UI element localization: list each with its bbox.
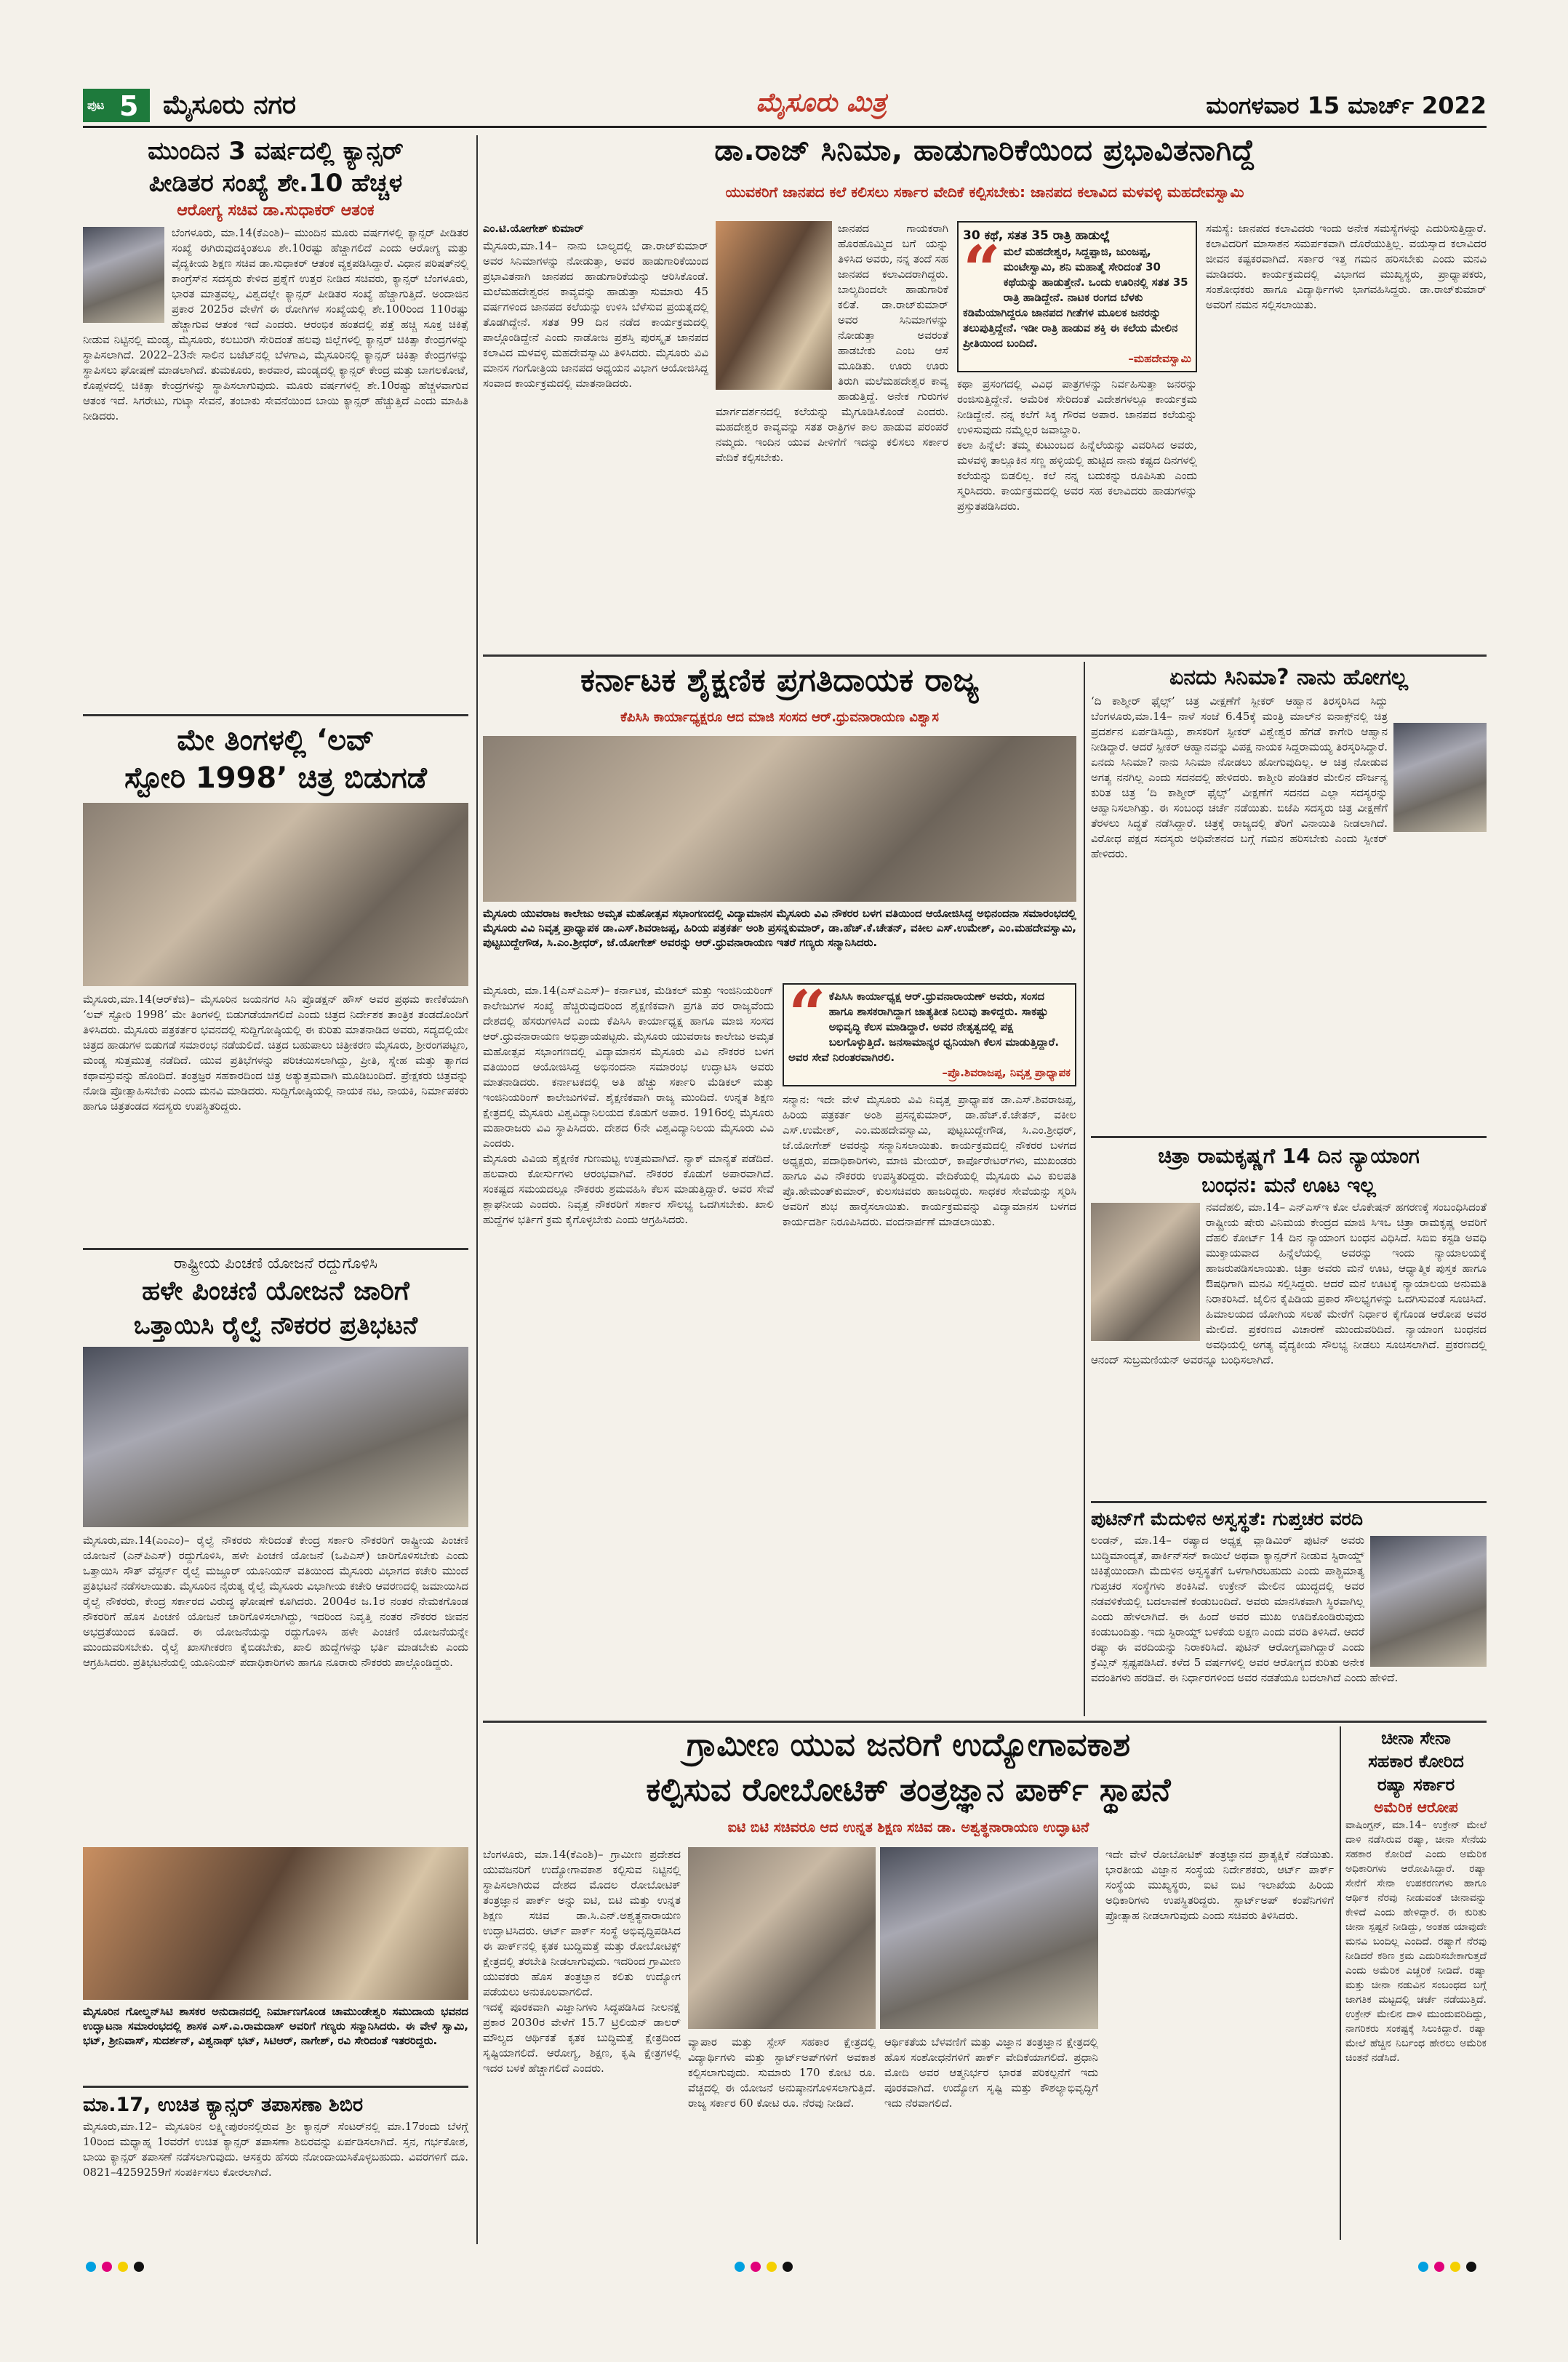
rajkumar-highlight-box xyxy=(957,221,1197,372)
registration-dot-yellow xyxy=(118,2262,128,2272)
rajkumar-col-4 xyxy=(1206,221,1487,650)
karnataka-body-1: ಮೈಸೂರು, ಮಾ.14(ಎಸ್‌ಎಎಸ್)– ಕರ್ನಾಟಕ, ಮೆಡಿಕಲ್ ಮತ್ತು ಇಂಜಿನಿಯರಿಂಗ್ ಕಾಲೇಜುಗಳ ಸಂಖ್ಯೆ ಹೆಚ್ಚಿರುವುದರಿಂದ ಶೈಕ್ಷಣಿಕವಾಗಿ ಪ್ರಗತಿ ಪರ ರಾಜ್ಯವೆಂದು ದೇಶದಲ್ಲಿ ಹೆಸರುಗಳಿಸಿದೆ ಎಂದು ಕೆಪಿಸಿಸಿ ಕಾರ್ಯಾಧ್ಯಕ್ಷ ಹಾಗೂ ಮಾಜಿ ಸಂಸದ ಆರ್.ಧ್ರುವನಾರಾಯಣ ಅಭಿಪ್ರಾಯಪಟ್ಟರು. ಮೈಸೂರು ಯುವರಾಜ ಕಾಲೇಜು ಅಮೃತ ಮಹೋತ್ಸವ ಸಭಾಂಗಣದಲ್ಲಿ ವಿದ್ಯಾಮಾನಸ ಮೈಸೂರು ವಿವಿ ನೌಕರರ ಬಳಗ ವತಿಯಿಂದ ಆಯೋಜಿಸಿದ್ದ ಅಭಿನಂದನಾ ಸಮಾರಂಭ ಉದ್ಘಾಟಿಸಿ ಅವರು ಮಾತನಾಡಿದರು. ಕರ್ನಾಟಕದಲ್ಲಿ ಅತಿ ಹೆಚ್ಚು ಸರ್ಕಾರಿ ಮೆಡಿಕಲ್ ಮತ್ತು ಇಂಜಿನಿಯರಿಂಗ್ ಕಾಲೇಜುಗಳಿವೆ. ಶೈಕ್ಷಣಿಕವಾಗಿ ರಾಜ್ಯ ಮುಂದಿದೆ. ಉನ್ನತ ಶಿಕ್ಷಣ ಕ್ಷೇತ್ರದಲ್ಲಿ ಮೈಸೂರು ವಿಶ್ವವಿದ್ಯಾನಿಲಯದ ಕೊಡುಗೆ ಅಪಾರ. 1916ರಲ್ಲಿ ಮೈಸೂರು ಮಹಾರಾಜರು ವಿವಿ ಸ್ಥಾಪಿಸಿದರು. ದೇಶದ 6ನೇ ವಿಶ್ವವಿದ್ಯಾನಿಲಯ ಮೈಸೂರು ವಿವಿ ಎಂದರು. xyxy=(483,984,774,1150)
rajkumar-col-1 xyxy=(483,221,708,650)
felicitation-caption: ಮೈಸೂರಿನ ಗೋಲ್ಡನ್‌ಸಿಟಿ ಶಾಸಕರ ಅನುದಾನದಲ್ಲಿ ನಿರ್ಮಾಣಗೊಂಡ ಚಾಮುಂಡೇಶ್ವರಿ ಸಮುದಾಯ ಭವನದ ಉದ್ಘಾಟನಾ ಸಮಾರಂಭದಲ್ಲಿ ಶಾಸಕ ಎಸ್.ಎ.ರಾಮದಾಸ್ ಅವರಿಗೆ ಗಣ್ಯರು ಸನ್ಮಾನಿಸಿದರು. ಈ ವೇಳೆ ಸ್ವಾಮಿ, ಭಟ್, ಶ್ರೀನಿವಾಸ್, ಸುದರ್ಶನ್, ವಿಶ್ವನಾಥ್ ಭಟ್, ಸಿಟಿಆರ್, ನಾಗೇಶ್, ರವಿ ಸೇರಿದಂತೆ ಇತರರಿದ್ದರು. xyxy=(83,2005,468,2047)
felicitation-story xyxy=(83,1847,468,2080)
divider xyxy=(1091,1136,1487,1138)
robotics-body-1: ಬೆಂಗಳೂರು, ಮಾ.14(ಕೆಎಂಶಿ)– ಗ್ರಾಮೀಣ ಪ್ರದೇಶದ ಯುವಜನರಿಗೆ ಉದ್ಯೋಗಾವಕಾಶ ಕಲ್ಪಿಸುವ ನಿಟ್ಟಿನಲ್ಲಿ ಸ್ಥಾಪಿಸಲಾಗಿರುವ ದೇಶದ ಮೊದಲ ರೋಬೋಟಿಕ್ ತಂತ್ರಜ್ಞಾನ ಪಾರ್ಕ್ ಅನ್ನು ಐಟಿ, ಬಿಟಿ ಮತ್ತು ಉನ್ನತ ಶಿಕ್ಷಣ ಸಚಿವ ಡಾ.ಸಿ.ಎನ್.ಅಶ್ವತ್ಥನಾರಾಯಣ ಉದ್ಘಾಟಿಸಿದರು. ಆರ್ಟ್ ಪಾರ್ಕ್ ಸಂಸ್ಥೆ ಅಭಿವೃದ್ಧಿಪಡಿಸಿದ ಈ ಪಾರ್ಕ್‌ನಲ್ಲಿ ಕೃತಕ ಬುದ್ಧಿಮತ್ತೆ ಮತ್ತು ರೋಬೋಟಿಕ್ಸ್ ಕ್ಷೇತ್ರದಲ್ಲಿ ತರಬೇತಿ ನೀಡಲಾಗುವುದು. ಇದರಿಂದ ಗ್ರಾಮೀಣ ಯುವಕರು ಹೊಸ ತಂತ್ರಜ್ಞಾನ ಕಲಿತು ಉದ್ಯೋಗ ಪಡೆಯಲು ಅನುಕೂಲವಾಗಲಿದೆ. xyxy=(483,1848,681,1998)
registration-dot-yellow xyxy=(767,2262,777,2272)
highlight-box-title: 30 ಕಥೆ, ಸತತ 35 ರಾತ್ರಿ ಹಾಡುಲ್ಲೆ xyxy=(963,228,1111,243)
kashmir-story xyxy=(1091,662,1487,1134)
pension-headline-2: ಒತ್ತಾಯಿಸಿ ರೈಲ್ವೆ ನೌಕರರ ಪ್ರತಿಭಟನೆ xyxy=(133,1311,418,1340)
registration-dot-black xyxy=(783,2262,793,2272)
registration-dot-magenta xyxy=(102,2262,112,2272)
paper-name: ಮೈಸೂರು ಮಿತ್ರ xyxy=(756,87,887,118)
kashmir-headline: ಏನದು ಸಿನಿಮಾ? ನಾನು ಹೋಗಲ್ಲ xyxy=(1169,665,1408,690)
pension-body: ಮೈಸೂರು,ಮಾ.14(ಎಂಎಂ)– ರೈಲ್ವೆ ನೌಕರರು ಸೇರಿದಂತೆ ಕೇಂದ್ರ ಸರ್ಕಾರಿ ನೌಕರರಿಗೆ ರಾಷ್ಟ್ರೀಯ ಪಿಂಚಣಿ ಯೋಜನೆ (ಎನ್‌ಪಿಎಸ್) ರದ್ದುಗೊಳಿಸಿ, ಹಳೇ ಪಿಂಚಣಿ ಯೋಜನೆ (ಒಪಿಎಸ್) ಜಾರಿಗೊಳಿಸಬೇಕು ಎಂದು ಒತ್ತಾಯಿಸಿ ಸೌತ್ ವೆಸ್ಟರ್ನ್ ರೈಲ್ವೆ ಮಜ್ದೂರ್ ಯೂನಿಯನ್ ವತಿಯಿಂದ ಮೈಸೂರು ವಿಭಾಗದ ಕಚೇರಿ ಮುಂದೆ ಪ್ರತಿಭಟನೆ ನಡೆಸಲಾಯಿತು. ಮೈಸೂರಿನ ನೈರುತ್ಯ ರೈಲ್ವೆ ಮೈಸೂರು ವಿಭಾಗೀಯ ಕಚೇರಿ ಆವರಣದಲ್ಲಿ ಜಮಾಯಿಸಿದ ರೈಲ್ವೆ ನೌಕರರು, ಕೇಂದ್ರ ಸರ್ಕಾರದ ವಿರುದ್ಧ ಘೋಷಣೆ ಕೂಗಿದರು. 2004ರ ಜ.1ರ ನಂತರ ನೇಮಕಗೊಂಡ ನೌಕರರಿಗೆ ಹೊಸ ಪಿಂಚಣಿ ಯೋಜನೆ ಜಾರಿಗೊಳಿಸಲಾಗಿದ್ದು, ಇದರಿಂದ ನಿವೃತ್ತಿ ನಂತರ ನೌಕರರ ಜೀವನ ಅಭದ್ರತೆಯಿಂದ ಕೂಡಿದೆ. ಈ ಯೋಜನೆಯನ್ನು ರದ್ದುಗೊಳಿಸಿ ಹಳೇ ಪಿಂಚಣಿ ಯೋಜನೆಯನ್ನೇ ಮುಂದುವರಿಸಬೇಕು. ರೈಲ್ವೆ ಖಾಸಗೀಕರಣ ಕೈಬಿಡಬೇಕು, ಖಾಲಿ ಹುದ್ದೆಗಳನ್ನು ಭರ್ತಿ ಮಾಡಬೇಕು ಎಂದು ಆಗ್ರಹಿಸಿದರು. ಪ್ರತಿಭಟನೆಯಲ್ಲಿ ಯೂನಿಯನ್ ಪದಾಧಿಕಾರಿಗಳು ಹಾಗೂ ನೂರಾರು ನೌಕರರು ಪಾಲ್ಗೊಂಡಿದ್ದರು. xyxy=(83,1534,468,1669)
camp-headline: ಮಾ.17, ಉಚಿತ ಕ್ಯಾನ್ಸರ್ ತಪಾಸಣಾ ಶಿಬಿರ xyxy=(83,2094,364,2116)
pension-headline-1: ಹಳೇ ಪಿಂಚಣಿ ಯೋಜನೆ ಜಾರಿಗೆ xyxy=(142,1276,409,1306)
registration-dot-cyan xyxy=(1418,2262,1428,2272)
column-divider xyxy=(1084,662,1085,1716)
highlight-box-body: ಮಲೆ ಮಹದೇಶ್ವರ, ಸಿದ್ದಪ್ಪಾಜಿ, ಜುಂಜಪ್ಪ, ಮಂಟೇಸ್ವಾಮಿ, ಶನಿ ಮಹಾತ್ಮೆ ಸೇರಿದಂತೆ 30 ಕಥೆಯನ್ನು ಹಾಡುತ್ತೇನೆ. ಒಂದು ಊರಿನಲ್ಲಿ ಸತತ 35 ರಾತ್ರಿ ಹಾಡಿದ್ದೇನೆ. ನಾಟಕ ರಂಗದ ಬೆಳಕು ಕಡಿಮೆಯಾಗಿದ್ದರೂ ಜಾನಪದ ಗೀತೆಗಳ ಮೂಲಕ ಜನರನ್ನು ತಲುಪುತ್ತಿದ್ದೇನೆ. ಇಡೀ ರಾತ್ರಿ ಹಾಡುವ ಶಕ್ತಿ ಈ ಕಲೆಯ ಮೇಲಿನ ಪ್ರೀತಿಯಿಂದ ಬಂದಿದೆ. xyxy=(963,245,1188,350)
registration-dot-cyan xyxy=(735,2262,745,2272)
karnataka-body-2: ಮೈಸೂರು ವಿವಿಯ ಶೈಕ್ಷಣಿಕ ಗುಣಮಟ್ಟ ಉತ್ತಮವಾಗಿದೆ. ನ್ಯಾಕ್ ಮಾನ್ಯತೆ ಪಡೆದಿದೆ. ಹಲವಾರು ಕೋರ್ಸುಗಳು ಆರಂಭವಾಗಿವೆ. ನೌಕರರ ಕೊಡುಗೆ ಅಪಾರವಾಗಿದೆ. ಸಂಕಷ್ಟದ ಸಮಯದಲ್ಲೂ ನೌಕರರು ಶ್ರಮವಹಿಸಿ ಕೆಲಸ ಮಾಡುತ್ತಿದ್ದಾರೆ. ಅವರ ಸೇವೆ ಶ್ಲಾಘನೀಯ ಎಂದರು. ನಿವೃತ್ತ ನೌಕರರಿಗೆ ಸರ್ಕಾರ ಸೌಲಭ್ಯ ಒದಗಿಸಬೇಕು. ಖಾಲಿ ಹುದ್ದೆಗಳ ಭರ್ತಿಗೆ ಕ್ರಮ ಕೈಗೊಳ್ಳಬೇಕು ಎಂದು ಆಗ್ರಹಿಸಿದರು. xyxy=(483,1152,774,1226)
page-number: 5 xyxy=(119,90,139,122)
highlight-box-credit: –ಮಹದೇವಸ್ವಾಮಿ xyxy=(1128,352,1191,365)
robotics-headline-2: ಕಲ್ಪಿಸುವ ರೋಬೋಟಿಕ್ ತಂತ್ರಜ್ಞಾನ ಪಾರ್ಕ್ ಸ್ಥಾಪನೆ xyxy=(646,1772,1171,1809)
love-story-photo xyxy=(83,803,468,986)
kashmir-body: ‘ದಿ ಕಾಶ್ಮೀರ್ ಫೈಲ್ಸ್’ ಚಿತ್ರ ವೀಕ್ಷಣೆಗೆ ಸ್ಪೀಕರ್ ಆಹ್ವಾನ ತಿರಸ್ಕರಿಸಿದ ಸಿದ್ದು ಬೆಂಗಳೂರು,ಮಾ.14– ನಾಳೆ ಸಂಜೆ 6.45ಕ್ಕೆ ಮಂತ್ರಿ ಮಾಲ್‌ನ ಐನಾಕ್ಸ್‌ನಲ್ಲಿ ಚಿತ್ರ ಪ್ರದರ್ಶನ ಏರ್ಪಡಿಸಿದ್ದು, ಶಾಸಕರಿಗೆ ಸ್ಪೀಕರ್ ವಿಶ್ವೇಶ್ವರ ಹೆಗಡೆ ಕಾಗೇರಿ ಆಹ್ವಾನ ನೀಡಿದ್ದಾರೆ. ಆದರೆ ಸ್ಪೀಕರ್ ಆಹ್ವಾನವನ್ನು ವಿಪಕ್ಷ ನಾಯಕ ಸಿದ್ದರಾಮಯ್ಯ ತಿರಸ್ಕರಿಸಿದ್ದಾರೆ. ಏನದು ಸಿನಿಮಾ? ನಾನು ಸಿನಿಮಾ ನೋಡಲು ಹೋಗುವುದಿಲ್ಲ. ಆ ಚಿತ್ರ ನೋಡುವ ಅಗತ್ಯ ನನಗಿಲ್ಲ ಎಂದು ಸದನದಲ್ಲಿ ಹೇಳಿದರು. ಕಾಶ್ಮೀರಿ ಪಂಡಿತರ ಮೇಲಿನ ದೌರ್ಜನ್ಯ ಕುರಿತ ಚಿತ್ರ ‘ದಿ ಕಾಶ್ಮೀರ್ ಫೈಲ್ಸ್’ ವೀಕ್ಷಣೆಗೆ ಸದನದ ಎಲ್ಲಾ ಸದಸ್ಯರನ್ನು ಆಹ್ವಾನಿಸಲಾಗಿತ್ತು. ಈ ಸಂಬಂಧ ಚರ್ಚೆ ನಡೆಯಿತು. ಬಿಜೆಪಿ ಸದಸ್ಯರು ಚಿತ್ರ ವೀಕ್ಷಣೆಗೆ ತೆರಳಲು ಸಿದ್ಧತೆ ನಡೆಸಿದ್ದಾರೆ. ಚಿತ್ರಕ್ಕೆ ರಾಜ್ಯದಲ್ಲಿ ತೆರಿಗೆ ವಿನಾಯಿತಿ ನೀಡಲಾಗಿದೆ. ವಿರೋಧ ಪಕ್ಷದ ಸದಸ್ಯರು ಅಧಿವೇಶನದ ಬಗ್ಗೆ ಗಮನ ಹರಿಸಬೇಕು ಎಂದು ಸ್ಪೀಕರ್ ಹೇಳಿದರು. xyxy=(1091,694,1388,860)
karnataka-body-3: ಸನ್ಮಾನ: ಇದೇ ವೇಳೆ ಮೈಸೂರು ವಿವಿ ನಿವೃತ್ತ ಪ್ರಾಧ್ಯಾಪಕ ಡಾ.ಎಸ್.ಶಿವರಾಜಪ್ಪ, ಹಿರಿಯ ಪತ್ರಕರ್ತ ಅಂಶಿ ಪ್ರಸನ್ನಕುಮಾರ್, ಡಾ.ಹೆಚ್.ಕೆ.ಚೇತನ್, ವಕೀಲ ಎಸ್.ಉಮೇಶ್, ಎಂ.ಮಹದೇವಸ್ವಾಮಿ, ಪುಟ್ಟಬುದ್ದೇಗೌಡ, ಸಿ.ಎಂ.ಶ್ರೀಧರ್, ಜೆ.ಯೋಗೇಶ್ ಅವರನ್ನು ಸನ್ಮಾನಿಸಲಾಯಿತು. ಕಾರ್ಯಕ್ರಮದಲ್ಲಿ ನೌಕರರ ಬಳಗದ ಅಧ್ಯಕ್ಷರು, ಪದಾಧಿಕಾರಿಗಳು, ಮಾಜಿ ಮೇಯರ್, ಕಾರ್ಪೊರೇಟರ್‌ಗಳು, ಮುಖಂಡರು ಹಾಗೂ ವಿವಿ ನೌಕರರು ಉಪಸ್ಥಿತರಿದ್ದರು. ವೇದಿಕೆಯಲ್ಲಿ ಮೈಸೂರು ವಿವಿ ಕುಲಪತಿ ಪ್ರೊ.ಹೇಮಂತ್‌ಕುಮಾರ್, ಕುಲಸಚಿವರು ಹಾಜರಿದ್ದರು. ಸಾಧಕರ ಸೇವೆಯನ್ನು ಸ್ಮರಿಸಿ ಅವರಿಗೆ ಶುಭ ಹಾರೈಸಲಾಯಿತು. ಕಾರ್ಯಕ್ರಮವನ್ನು ವಿದ್ಯಾಮಾನಸ ಬಳಗದ ಕಾರ್ಯದರ್ಶಿ ನಿರೂಪಿಸಿದರು. ವಂದನಾರ್ಪಣೆ ಮಾಡಲಾಯಿತು. xyxy=(783,1093,1076,1228)
karnataka-quote: ಕೆಪಿಸಿಸಿ ಕಾರ್ಯಾಧ್ಯಕ್ಷ ಆರ್.ಧ್ರುವನಾರಾಯಣ್ ಅವರು, ಸಂಸದ ಹಾಗೂ ಶಾಸಕರಾಗಿದ್ದಾಗ ಜಾತ್ಯತೀತ ನಿಲುವು ತಾಳಿದ್ದರು. ಸಾಕಷ್ಟು ಅಭಿವೃದ್ಧಿ ಕೆಲಸ ಮಾಡಿದ್ದಾರೆ. ಅವರ ನೇತೃತ್ವದಲ್ಲಿ ಪಕ್ಷ ಬಲಗೊಳ್ಳುತ್ತಿದೆ. ಜನಸಾಮಾನ್ಯರ ಧ್ವನಿಯಾಗಿ ಕೆಲಸ ಮಾಡುತ್ತಿದ್ದಾರೆ. ಅವರ ಸೇವೆ ನಿರಂತರವಾಗಿರಲಿ. xyxy=(788,990,1060,1064)
karnataka-caption-box xyxy=(483,906,1076,977)
rajkumar-body-4: ಕಥಾ ಪ್ರಸಂಗದಲ್ಲಿ ವಿವಿಧ ಪಾತ್ರಗಳನ್ನು ನಿರ್ವಹಿಸುತ್ತಾ ಜನರನ್ನು ರಂಜಿಸುತ್ತಿದ್ದೇನೆ. ಅಮೆರಿಕ ಸೇರಿದಂತೆ ವಿದೇಶಗಳಲ್ಲೂ ಕಾರ್ಯಕ್ರಮ ನೀಡಿದ್ದೇನೆ. ನನ್ನ ಕಲೆಗೆ ಸಿಕ್ಕ ಗೌರವ ಅಪಾರ. ಜಾನಪದ ಕಲೆಯನ್ನು ಉಳಿಸುವುದು ನಮ್ಮೆಲ್ಲರ ಜವಾಬ್ದಾರಿ. xyxy=(957,377,1197,436)
rajkumar-body-1: ಮೈಸೂರು,ಮಾ.14– ನಾನು ಬಾಲ್ಯದಲ್ಲಿ ಡಾ.ರಾಜ್‌ಕುಮಾರ್ ಅವರ ಸಿನಿಮಾಗಳನ್ನು ನೋಡುತ್ತಾ, ಅವರ ಹಾಡುಗಾರಿಕೆಯಿಂದ ಪ್ರಭಾವಿತನಾಗಿ ಜಾನಪದ ಹಾಡುಗಾರಿಕೆಯನ್ನು ಆರಿಸಿಕೊಂಡೆ. ಮಲೆಮಹದೇಶ್ವರನ ಕಾವ್ಯವನ್ನು ಹಾಡುತ್ತಾ ಸುಮಾರು 45 ವರ್ಷಗಳಿಂದ ಜಾನಪದ ಕಲೆಯನ್ನು ಉಳಿಸಿ ಬೆಳೆಸುವ ಪ್ರಯತ್ನದಲ್ಲಿ ತೊಡಗಿದ್ದೇನೆ. ಸತತ 99 ದಿನ ನಡೆದ ಕಾರ್ಯಕ್ರಮದಲ್ಲಿ ಪಾಲ್ಗೊಂಡಿದ್ದೇನೆ ಎಂದು ನಾಡೋಜ ಪ್ರಶಸ್ತಿ ಪುರಸ್ಕೃತ ಜಾನಪದ ಕಲಾವಿದ ಮಳವಳ್ಳಿ ಮಹದೇವಸ್ವಾಮಿ ತಿಳಿಸಿದರು. ಮೈಸೂರು ವಿವಿ ಮಾನಸ ಗಂಗೋತ್ರಿಯ ಜಾನಪದ ಅಧ್ಯಯನ ವಿಭಾಗ ಆಯೋಜಿಸಿದ್ದ ಸಂವಾದ ಕಾರ್ಯಕ್ರಮದಲ್ಲಿ ಮಾತನಾಡಿದರು. xyxy=(483,239,708,390)
love-story xyxy=(83,721,468,1245)
section-title: ಮೈಸೂರು ನಗರ xyxy=(163,90,297,120)
page-label: ಪುಟ xyxy=(87,98,105,112)
karnataka-group-photo xyxy=(483,736,1076,902)
registration-dot-cyan xyxy=(86,2262,96,2272)
putin-headline: ಪುಟಿನ್‌ಗೆ ಮೆದುಳಿನ ಅಸ್ವಸ್ಥತೆ: ಗುಪ್ತಚರ ವರದಿ xyxy=(1091,1508,1364,1529)
robotics-photo-2 xyxy=(880,1847,1098,2029)
robotics-col-2 xyxy=(688,2035,876,2240)
chitra-headline-2: ಬಂಧನ: ಮನೆ ಊಟ ಇಲ್ಲ xyxy=(1201,1173,1376,1197)
cancer-headline-1: ಮುಂದಿನ 3 ವರ್ಷದಲ್ಲಿ ಕ್ಯಾನ್ಸರ್ xyxy=(148,137,404,166)
divider xyxy=(483,654,1487,657)
masthead xyxy=(83,84,1487,128)
page-number-badge xyxy=(83,89,150,122)
robotics-col-3 xyxy=(884,2035,1098,2240)
robotics-photo-1 xyxy=(688,1847,876,2029)
registration-dot-black xyxy=(134,2262,144,2272)
quote-mark-icon: “ xyxy=(788,983,826,1053)
love-body: ಮೈಸೂರು,ಮಾ.14(ಆರ್‌ಕೆಜಿ)– ಮೈಸೂರಿನ ಜಯನಗರ ಸಿನಿ ಪ್ರೊಡಕ್ಷನ್ ಹೌಸ್ ಅವರ ಪ್ರಥಮ ಕಾಣಿಕೆಯಾಗಿ ‘ಲವ್ ಸ್ಟೋರಿ 1998’ ಮೇ ತಿಂಗಳಲ್ಲಿ ಬಿಡುಗಡೆಯಾಗಲಿದೆ ಎಂದು ಚಿತ್ರದ ನಿರ್ದೇಶಕ ತಾಂತ್ರಿಕ ತಂಡದೊಂದಿಗೆ ತಿಳಿಸಿದರು. ಮೈಸೂರು ಪತ್ರಕರ್ತರ ಭವನದಲ್ಲಿ ಸುದ್ದಿಗೋಷ್ಠಿಯಲ್ಲಿ ಈ ಕುರಿತು ಮಾತನಾಡಿದ ಅವರು, ಸದ್ಯದಲ್ಲಿಯೇ ಚಿತ್ರದ ಹಾಡುಗಳ ಬಿಡುಗಡೆ ಸಮಾರಂಭ ನಡೆಯಲಿದೆ. ಚಿತ್ರದ ಬಹುಪಾಲು ಚಿತ್ರೀಕರಣ ಮೈಸೂರು, ಶ್ರೀರಂಗಪಟ್ಟಣ, ಮಂಡ್ಯ ಸುತ್ತಮುತ್ತ ನಡೆದಿದೆ. ಯುವ ಪ್ರತಿಭೆಗಳನ್ನು ಪರಿಚಯಿಸಲಾಗಿದ್ದು, ಪ್ರೀತಿ, ಸ್ನೇಹ ಮತ್ತು ತ್ಯಾಗದ ಕಥಾವಸ್ತುವನ್ನು ಹೊಂದಿದೆ. ತಂತ್ರಜ್ಞರ ಸಹಕಾರದಿಂದ ಚಿತ್ರ ಅತ್ಯುತ್ತಮವಾಗಿ ಮೂಡಿಬಂದಿದೆ. ಪ್ರೇಕ್ಷಕರು ಚಿತ್ರವನ್ನು ನೋಡಿ ಪ್ರೋತ್ಸಾಹಿಸಬೇಕು ಎಂದು ಮನವಿ ಮಾಡಿದರು. ಸುದ್ದಿಗೋಷ್ಠಿಯಲ್ಲಿ ನಾಯಕ ನಟ, ನಾಯಕಿ, ನಿರ್ಮಾಪಕರು ಹಾಗೂ ಚಿತ್ರತಂಡದ ಸದಸ್ಯರು ಉಪಸ್ಥಿತರಿದ್ದರು. xyxy=(83,993,468,1113)
cancer-subhead: ಆರೋಗ್ಯ ಸಚಿವ ಡಾ.ಸುಧಾಕರ್ ಆತಂಕ xyxy=(177,201,375,220)
karnataka-col-2 xyxy=(783,983,1076,1718)
pension-kicker: ರಾಷ್ಟ್ರೀಯ ಪಿಂಚಣಿ ಯೋಜನೆ ರದ್ದುಗೊಳಿಸಿ xyxy=(174,1254,377,1272)
rajkumar-subhead: ಯುವಕರಿಗೆ ಜಾನಪದ ಕಲೆ ಕಲಿಸಲು ಸರ್ಕಾರ ವೇದಿಕೆ ಕಲ್ಪಿಸಬೇಕು: ಜಾನಪದ ಕಲಾವಿದ ಮಳವಳ್ಳಿ ಮಹದೇವಸ್ವಾಮಿ xyxy=(725,183,1244,201)
rajkumar-body-2: ಜಾನಪದ ಗಾಯಕರಾಗಿ ಹೊರಹೊಮ್ಮಿದ ಬಗೆ ಯನ್ನು ತಿಳಿಸಿದ ಅವರು, ನನ್ನ ತಂದೆ ಸಹ ಜಾನಪದ ಕಲಾವಿದರಾಗಿದ್ದರು. ಬಾಲ್ಯದಿಂದಲೇ ಹಾಡುಗಾರಿಕೆ ಕಲಿತೆ. ಡಾ.ರಾಜ್‌ಕುಮಾರ್ ಅವರ ಸಿನಿಮಾಗಳನ್ನು ನೋಡುತ್ತಾ ಅವರಂತೆ ಹಾಡಬೇಕು ಎಂಬ ಆಸೆ ಮೂಡಿತು. ಊರು ಊರು ತಿರುಗಿ ಮಲೆಮಹದೇಶ್ವರ ಕಾವ್ಯ ಹಾಡುತ್ತಿದ್ದೆ. ಅನೇಕ ಗುರುಗಳ ಮಾರ್ಗದರ್ಶನದಲ್ಲಿ ಕಲೆಯನ್ನು ಮೈಗೂಡಿಸಿಕೊಂಡೆ ಎಂದರು. ಮಹದೇಶ್ವರ ಕಾವ್ಯವನ್ನು ಸತತ ರಾತ್ರಿಗಳ ಕಾಲ ಹಾಡುವ ಪರಂಪರೆ ನಮ್ಮದು. ಇಂದಿನ ಯುವ ಪೀಳಿಗೆಗೆ ಇದನ್ನು ಕಲಿಸಲು ಸರ್ಕಾರ ವೇದಿಕೆ ಕಲ್ಪಿಸಬೇಕು. xyxy=(716,222,948,464)
china-headline-2: ಸಹಕಾರ ಕೋರಿದ xyxy=(1368,1751,1464,1772)
robotics-body-5: ಇದೇ ವೇಳೆ ರೋಬೋಟಿಕ್ ತಂತ್ರಜ್ಞಾನದ ಪ್ರಾತ್ಯಕ್ಷಿಕೆ ನಡೆಯಿತು. ಭಾರತೀಯ ವಿಜ್ಞಾನ ಸಂಸ್ಥೆಯ ನಿರ್ದೇಶಕರು, ಆರ್ಟ್ ಪಾರ್ಕ್ ಸಂಸ್ಥೆಯ ಮುಖ್ಯಸ್ಥರು, ಐಟಿ ಬಿಟಿ ಇಲಾಖೆಯ ಹಿರಿಯ ಅಧಿಕಾರಿಗಳು ಉಪಸ್ಥಿತರಿದ್ದರು. ಸ್ಟಾರ್ಟ್‌ಅಪ್ ಕಂಪೆನಿಗಳಿಗೆ ಪ್ರೋತ್ಸಾಹ ನೀಡಲಾಗುವುದು ಎಂದು ಸಚಿವರು ತಿಳಿಸಿದರು. xyxy=(1105,1848,1334,1922)
karnataka-quote-credit: –ಪ್ರೊ.ಶಿವರಾಜಪ್ಪ, ನಿವೃತ್ತ ಪ್ರಾಧ್ಯಾಪಕ xyxy=(942,1066,1071,1079)
rajkumar-body-5: ಕಲಾ ಹಿನ್ನೆಲೆ: ತಮ್ಮ ಕುಟುಂಬದ ಹಿನ್ನೆಲೆಯನ್ನು ವಿವರಿಸಿದ ಅವರು, ಮಳವಳ್ಳಿ ತಾಲ್ಲೂಕಿನ ಸಣ್ಣ ಹಳ್ಳಿಯಲ್ಲಿ ಹುಟ್ಟಿದ ನಾನು ಕಷ್ಟದ ದಿನಗಳಲ್ಲಿ ಕಲೆಯನ್ನು ಬಿಡಲಿಲ್ಲ. ಕಲೆ ನನ್ನ ಬದುಕನ್ನು ರೂಪಿಸಿತು ಎಂದು ಸ್ಮರಿಸಿದರು. ಕಾರ್ಯಕ್ರಮದಲ್ಲಿ ಅವರ ಸಹ ಕಲಾವಿದರು ಹಾಡುಗಳನ್ನು ಪ್ರಸ್ತುತಪಡಿಸಿದರು. xyxy=(957,439,1197,513)
love-headline-1: ಮೇ ತಿಂಗಳಲ್ಲಿ ‘ಲವ್ xyxy=(177,724,375,757)
column-divider xyxy=(476,135,478,2244)
chitra-headline-1: ಚಿತ್ರಾ ರಾಮಕೃಷ್ಣಗೆ 14 ದಿನ ನ್ಯಾಯಾಂಗ xyxy=(1158,1144,1420,1168)
registration-dot-black xyxy=(1466,2262,1476,2272)
issue-date: ಮಂಗಳವಾರ 15 ಮಾರ್ಚ್ 2022 xyxy=(1206,92,1487,119)
putin-photo xyxy=(1370,1536,1487,1667)
camp-body: ಮೈಸೂರು,ಮಾ.12– ಮೈಸೂರಿನ ಲಕ್ಷ್ಮೀಪುರಂನಲ್ಲಿರುವ ಶ್ರೀ ಕ್ಯಾನ್ಸರ್ ಸೆಂಟರ್‌ನಲ್ಲಿ ಮಾ.17ರಂದು ಬೆಳಗ್ಗೆ 10ರಿಂದ ಮಧ್ಯಾಹ್ನ 1ರವರೆಗೆ ಉಚಿತ ಕ್ಯಾನ್ಸರ್ ತಪಾಸಣಾ ಶಿಬಿರವನ್ನು ಏರ್ಪಡಿಸಲಾಗಿದೆ. ಸ್ತನ, ಗರ್ಭಕೋಶ, ಬಾಯಿ ಕ್ಯಾನ್ಸರ್ ತಪಾಸಣೆ ನಡೆಸಲಾಗುವುದು. ಆಸಕ್ತರು ಹೆಸರು ನೋಂದಾಯಿಸಿಕೊಳ್ಳಬಹುದು. ವಿವರಗಳಿಗೆ ದೂ. 0821–4259259ಗೆ ಸಂಪರ್ಕಿಸಲು ಕೋರಲಾಗಿದೆ. xyxy=(83,2120,468,2179)
putin-body: ಲಂಡನ್, ಮಾ.14– ರಷ್ಯಾದ ಅಧ್ಯಕ್ಷ ವ್ಲಾಡಿಮಿರ್ ಪುಟಿನ್ ಅವರು ಬುದ್ಧಿಮಾಂದ್ಯತೆ, ಪಾರ್ಕಿನ್‌ಸನ್ ಕಾಯಿಲೆ ಅಥವಾ ಕ್ಯಾನ್ಸರ್‌ಗೆ ನೀಡುವ ಸ್ಟಿರಾಯ್ಡ್ ಚಿಕಿತ್ಸೆಯಿಂದಾಗಿ ಮೆದುಳಿನ ಅಸ್ವಸ್ಥತೆಗೆ ಒಳಗಾಗಿರಬಹುದು ಎಂದು ಪಾಶ್ಚಿಮಾತ್ಯ ಗುಪ್ತಚರ ಸಂಸ್ಥೆಗಳು ಶಂಕಿಸಿವೆ. ಉಕ್ರೇನ್ ಮೇಲಿನ ಯುದ್ಧದಲ್ಲಿ ಅವರ ನಡವಳಿಕೆಯಲ್ಲಿ ಬದಲಾವಣೆ ಕಂಡುಬಂದಿದೆ. ಅವರು ಮಾನಸಿಕವಾಗಿ ಸ್ಥಿರವಾಗಿಲ್ಲ ಎಂದು ಹೇಳಲಾಗಿದೆ. ಈ ಹಿಂದೆ ಅವರ ಮುಖ ಊದಿಕೊಂಡಿರುವುದು ಕಂಡುಬಂದಿತ್ತು. ಇದು ಸ್ಟಿರಾಯ್ಡ್ ಬಳಕೆಯ ಲಕ್ಷಣ ಎಂದು ವರದಿ ತಿಳಿಸಿದೆ. ಆದರೆ ರಷ್ಯಾ ಈ ವರದಿಯನ್ನು ನಿರಾಕರಿಸಿದೆ. ಪುಟಿನ್ ಆರೋಗ್ಯವಾಗಿದ್ದಾರೆ ಎಂದು ಕ್ರೆಮ್ಲಿನ್ ಸ್ಪಷ್ಟಪಡಿಸಿದೆ. ಕಳೆದ 5 ವರ್ಷಗಳಲ್ಲಿ ಅವರ ಆರೋಗ್ಯದ ಕುರಿತು ಅನೇಕ ವದಂತಿಗಳು ಹರಡಿವೆ. ಈ ನಿರ್ಧಾರಗಳಿಂದ ಅವರ ನಡತೆಯೂ ಬದಲಾಗಿದೆ ಎಂದು ಹೇಳಿದೆ. xyxy=(1091,1534,1399,1684)
felicitation-photo xyxy=(83,1847,468,2000)
camp-story xyxy=(83,2091,468,2237)
putin-story xyxy=(1091,1505,1487,1716)
pension-story xyxy=(83,1252,468,1840)
mahadevaswamy-photo xyxy=(716,221,832,390)
robotics-col-4 xyxy=(1105,1847,1334,2240)
robotics-body-4: ಆರ್ಥಿಕತೆಯ ಬೆಳವಣಿಗೆ ಮತ್ತು ವಿಜ್ಞಾನ ತಂತ್ರಜ್ಞಾನ ಕ್ಷೇತ್ರದಲ್ಲಿ ಹೊಸ ಸಂಶೋಧನೆಗಳಿಗೆ ಪಾರ್ಕ್ ವೇದಿಕೆಯಾಗಲಿದೆ. ಪ್ರಧಾನಿ ಮೋದಿ ಅವರ ಆತ್ಮನಿರ್ಭರ ಭಾರತ ಪರಿಕಲ್ಪನೆಗೆ ಇದು ಪೂರಕವಾಗಿದೆ. ಉದ್ಯೋಗ ಸೃಷ್ಟಿ ಮತ್ತು ಕೌಶಲ್ಯಾಭಿವೃದ್ಧಿಗೆ ಇದು ನೆರವಾಗಲಿದೆ. xyxy=(884,2035,1098,2110)
china-headline-3: ರಷ್ಯಾ ಸರ್ಕಾರ xyxy=(1377,1774,1455,1795)
robotics-headline-1: ಗ್ರಾಮೀಣ ಯುವ ಜನರಿಗೆ ಉದ್ಯೋಗಾವಕಾಶ xyxy=(686,1726,1131,1764)
divider xyxy=(1091,1501,1487,1503)
column-divider xyxy=(1340,1726,1341,2240)
china-body: ವಾಷಿಂಗ್ಟನ್, ಮಾ.14– ಉಕ್ರೇನ್ ಮೇಲೆ ದಾಳಿ ನಡೆಸಿರುವ ರಷ್ಯಾ, ಚೀನಾ ಸೇನೆಯ ಸಹಕಾರ ಕೋರಿದೆ ಎಂದು ಅಮೆರಿಕ ಅಧಿಕಾರಿಗಳು ಆರೋಪಿಸಿದ್ದಾರೆ. ರಷ್ಯಾ ಸೇನೆಗೆ ಸೇನಾ ಉಪಕರಣಗಳು ಹಾಗೂ ಆರ್ಥಿಕ ನೆರವು ನೀಡುವಂತೆ ಚೀನಾವನ್ನು ಕೇಳಿದೆ ಎಂದು ಹೇಳಿದ್ದಾರೆ. ಈ ಕುರಿತು ಚೀನಾ ಸ್ಪಷ್ಟನೆ ನೀಡಿದ್ದು, ಅಂತಹ ಯಾವುದೇ ಮನವಿ ಬಂದಿಲ್ಲ ಎಂದಿದೆ. ರಷ್ಯಾಗೆ ನೆರವು ನೀಡಿದರೆ ಕಠಿಣ ಕ್ರಮ ಎದುರಿಸಬೇಕಾಗುತ್ತದೆ ಎಂದು ಅಮೆರಿಕ ಎಚ್ಚರಿಕೆ ನೀಡಿದೆ. ರಷ್ಯಾ ಮತ್ತು ಚೀನಾ ನಡುವಿನ ಸಂಬಂಧದ ಬಗ್ಗೆ ಜಾಗತಿಕ ಮಟ್ಟದಲ್ಲಿ ಚರ್ಚೆ ನಡೆಯುತ್ತಿದೆ. ಉಕ್ರೇನ್ ಮೇಲಿನ ದಾಳಿ ಮುಂದುವರಿದಿದ್ದು, ನಾಗರಿಕರು ಸಂಕಷ್ಟಕ್ಕೆ ಸಿಲುಕಿದ್ದಾರೆ. ರಷ್ಯಾ ಮೇಲೆ ಹೆಚ್ಚಿನ ನಿರ್ಬಂಧ ಹೇರಲು ಅಮೆರಿಕ ಚಿಂತನೆ ನಡೆಸಿದೆ. xyxy=(1345,1819,1487,2064)
divider xyxy=(83,714,468,716)
love-headline-2: ಸ್ಟೋರಿ 1998’ ಚಿತ್ರ ಬಿಡುಗಡೆ xyxy=(124,761,427,795)
cancer-story xyxy=(83,135,468,710)
chitra-story xyxy=(1091,1142,1487,1498)
sudhakar-photo xyxy=(83,227,164,323)
china-subhead: ಅಮೆರಿಕ ಆರೋಪ xyxy=(1374,1798,1458,1816)
rajkumar-col-2 xyxy=(716,221,948,650)
registration-dot-yellow xyxy=(1450,2262,1460,2272)
china-story xyxy=(1345,1726,1487,2240)
karnataka-subhead: ಕೆಪಿಸಿಸಿ ಕಾರ್ಯಾಧ್ಯಕ್ಷರೂ ಆದ ಮಾಜಿ ಸಂಸದ ಆರ್.ಧ್ರುವನಾರಾಯಣ ವಿಶ್ವಾಸ xyxy=(620,710,939,725)
chitra-photo xyxy=(1091,1203,1200,1341)
rajkumar-headline: ಡಾ.ರಾಜ್ ಸಿನಿಮಾ, ಹಾಡುಗಾರಿಕೆಯಿಂದ ಪ್ರಭಾವಿತನಾಗಿದ್ದೆ xyxy=(714,134,1255,167)
robotics-col-1 xyxy=(483,1847,681,2240)
cancer-body: ಬೆಂಗಳೂರು, ಮಾ.14(ಕೆಎಂಶಿ)– ಮುಂದಿನ ಮೂರು ವರ್ಷಗಳಲ್ಲಿ ಕ್ಯಾನ್ಸರ್ ಪೀಡಿತರ ಸಂಖ್ಯೆ ಈಗಿರುವುದಕ್ಕಿಂತಲೂ ಶೇ.10ರಷ್ಟು ಹೆಚ್ಚಾಗಲಿದೆ ಎಂದು ಆರೋಗ್ಯ ಮತ್ತು ವೈದ್ಯಕೀಯ ಶಿಕ್ಷಣ ಸಚಿವ ಡಾ.ಸುಧಾಕರ್ ಆತಂಕ ವ್ಯಕ್ತಪಡಿಸಿದ್ದಾರೆ. ವಿಧಾನ ಪರಿಷತ್‌ನಲ್ಲಿ ಕಾಂಗ್ರೆಸ್‌ನ ಸದಸ್ಯರು ಕೇಳಿದ ಪ್ರಶ್ನೆಗೆ ಉತ್ತರ ನೀಡಿದ ಸಚಿವರು, ಕ್ಯಾನ್ಸರ್ ಬೆಂಗಳೂರು, ಭಾರತ ಮಾತ್ರವಲ್ಲ, ವಿಶ್ವದಲ್ಲೇ ಕ್ಯಾನ್ಸರ್ ಪೀಡಿತರ ಸಂಖ್ಯೆ ಹೆಚ್ಚಾಗುತ್ತಿದೆ. ಅಂದಾಜಿನ ಪ್ರಕಾರ 2025ರ ವೇಳೆಗೆ ಈ ರೋಗಿಗಳ ಸಂಖ್ಯೆಯಲ್ಲಿ ಶೇ.100ರಿಂದ 110ರಷ್ಟು ಹೆಚ್ಚಾಗುವ ಆತಂಕ ಇದೆ ಎಂದರು. ಆರಂಭಿಕ ಹಂತದಲ್ಲಿ ಪತ್ತೆ ಹಚ್ಚಿ ಸೂಕ್ತ ಚಿಕಿತ್ಸೆ ನೀಡುವ ನಿಟ್ಟಿನಲ್ಲಿ ಮಂಡ್ಯ, ಮೈಸೂರು, ಕಲಬುರಗಿ ಸೇರಿದಂತೆ ಹಲವು ಜಿಲ್ಲೆಗಳಲ್ಲಿ ಕ್ಯಾನ್ಸರ್ ಚಿಕಿತ್ಸಾ ಕೇಂದ್ರಗಳನ್ನು ಸ್ಥಾಪಿಸಲಾಗಿದೆ. 2022–23ನೇ ಸಾಲಿನ ಬಜೆಟ್‌ನಲ್ಲಿ ಬೆಳಗಾವಿ, ಮೈಸೂರಿನಲ್ಲಿ ಕ್ಯಾನ್ಸರ್ ಚಿಕಿತ್ಸಾ ಕೇಂದ್ರಗಳನ್ನು ಸ್ಥಾಪಿಸಲು ಘೋಷಣೆ ಮಾಡಲಾಗಿದೆ. ತುಮಕೂರು, ಕಾರವಾರ, ಮಂಡ್ಯದಲ್ಲಿ ಕ್ಯಾನ್ಸರ್ ಕೇಂದ್ರ ಮತ್ತು ಬಾಗಲಕೋಟೆ, ಕೊಪ್ಪಳದಲ್ಲಿ ಚಿಕಿತ್ಸಾ ಕೇಂದ್ರಗಳನ್ನು ಸ್ಥಾಪಿಸಲಾಗುವುದು. ಮೂರು ವರ್ಷಗಳಲ್ಲಿ ಶೇ.10ರಷ್ಟು ಹೆಚ್ಚಳವಾಗುವ ಆತಂಕ ಇದೆ. ಸಿಗರೇಟು, ಗುಟ್ಕಾ ಸೇವನೆ, ತಂಬಾಕು ಸೇವನೆಯಿಂದ ಬಾಯಿ ಕ್ಯಾನ್ಸರ್ ಹೆಚ್ಚುತ್ತಿದೆ ಎಂದು ಮಾಹಿತಿ ನೀಡಿದರು. xyxy=(83,226,468,423)
cancer-headline-2: ಪೀಡಿತರ ಸಂಖ್ಯೆ ಶೇ.10 ಹೆಚ್ಚಳ xyxy=(148,169,403,198)
karnataka-col-1 xyxy=(483,983,774,1718)
divider xyxy=(83,1248,468,1250)
karnataka-caption: ಮೈಸೂರು ಯುವರಾಜ ಕಾಲೇಜು ಅಮೃತ ಮಹೋತ್ಸವ ಸಭಾಂಗಣದಲ್ಲಿ ವಿದ್ಯಾಮಾನಸ ಮೈಸೂರು ವಿವಿ ನೌಕರರ ಬಳಗ ವತಿಯಿಂದ ಆಯೋಜಿಸಿದ್ದ ಅಭಿನಂದನಾ ಸಮಾರಂಭದಲ್ಲಿ ಮೈಸೂರು ವಿವಿ ನಿವೃತ್ತ ಪ್ರಾಧ್ಯಾಪಕ ಡಾ.ಎಸ್.ಶಿವರಾಜಪ್ಪ, ಹಿರಿಯ ಪತ್ರಕರ್ತ ಅಂಶಿ ಪ್ರಸನ್ನಕುಮಾರ್, ಡಾ.ಹೆಚ್.ಕೆ.ಚೇತನ್, ವಕೀಲ ಎಸ್.ಉಮೇಶ್, ಎಂ.ಮಹದೇವಸ್ವಾಮಿ, ಪುಟ್ಟಬುದ್ದೇಗೌಡ, ಸಿ.ಎಂ.ಶ್ರೀಧರ್, ಜೆ.ಯೋಗೇಶ್ ಅವರನ್ನು ಆರ್.ಧ್ರುವನಾರಾಯಣ ಇತರೆ ಗಣ್ಯರು ಸನ್ಮಾನಿಸಿದರು. xyxy=(483,907,1076,949)
siddaramaiah-photo xyxy=(1393,723,1487,832)
pension-photo xyxy=(83,1347,468,1527)
registration-dot-magenta xyxy=(751,2262,761,2272)
robotics-body-3: ವ್ಯಾಪಾರ ಮತ್ತು ಸ್ಪೇಸ್ ಸಹಕಾರ ಕ್ಷೇತ್ರದಲ್ಲಿ ವಿದ್ಯಾರ್ಥಿಗಳು ಮತ್ತು ಸ್ಟಾರ್ಟ್‌ಅಪ್‌ಗಳಿಗೆ ಅವಕಾಶ ಕಲ್ಪಿಸಲಾಗುವುದು. ಸುಮಾರು 170 ಕೋಟಿ ರೂ. ವೆಚ್ಚದಲ್ಲಿ ಈ ಯೋಜನೆ ಅನುಷ್ಠಾನಗೊಳಿಸಲಾಗುತ್ತಿದೆ. ರಾಜ್ಯ ಸರ್ಕಾರ 60 ಕೋಟಿ ರೂ. ನೆರವು ನೀಡಿದೆ. xyxy=(688,2035,876,2110)
robotics-body-2: ಇದಕ್ಕೆ ಪೂರಕವಾಗಿ ವಿಜ್ಞಾನಿಗಳು ಸಿದ್ಧಪಡಿಸಿದ ನೀಲನಕ್ಷೆ ಪ್ರಕಾರ 2030ರ ವೇಳೆಗೆ 15.7 ಟ್ರಿಲಿಯನ್ ಡಾಲರ್ ಮೌಲ್ಯದ ಆರ್ಥಿಕತೆ ಕೃತಕ ಬುದ್ಧಿಮತ್ತೆ ಕ್ಷೇತ್ರದಿಂದ ಸೃಷ್ಟಿಯಾಗಲಿದೆ. ಆರೋಗ್ಯ, ಶಿಕ್ಷಣ, ಕೃಷಿ ಕ್ಷೇತ್ರಗಳಲ್ಲಿ ಇದರ ಬಳಕೆ ಹೆಚ್ಚಾಗಲಿದೆ ಎಂದರು. xyxy=(483,2001,681,2075)
robotics-subhead: ಐಟಿ ಬಿಟಿ ಸಚಿವರೂ ಆದ ಉನ್ನತ ಶಿಕ್ಷಣ ಸಚಿವ ಡಾ. ಅಶ್ವತ್ಥನಾರಾಯಣ ಉದ್ಘಾಟನೆ xyxy=(727,1819,1089,1835)
karnataka-quote-box xyxy=(783,983,1076,1086)
karnataka-headline: ಕರ್ನಾಟಕ ಶೈಕ್ಷಣಿಕ ಪ್ರಗತಿದಾಯಕ ರಾಜ್ಯ xyxy=(580,662,979,699)
divider xyxy=(83,2086,468,2088)
divider xyxy=(483,1721,1487,1723)
registration-dot-magenta xyxy=(1434,2262,1444,2272)
rajkumar-byline: ಎಂ.ಟಿ.ಯೋಗೇಶ್ ಕುಮಾರ್ xyxy=(483,222,584,235)
rajkumar-col-3 xyxy=(957,221,1197,650)
rajkumar-body-3: ಸಮಸ್ಯೆ: ಜಾನಪದ ಕಲಾವಿದರು ಇಂದು ಅನೇಕ ಸಮಸ್ಯೆಗಳನ್ನು ಎದುರಿಸುತ್ತಿದ್ದಾರೆ. ಕಲಾವಿದರಿಗೆ ಮಾಸಾಶನ ಸಮರ್ಪಕವಾಗಿ ದೊರೆಯುತ್ತಿಲ್ಲ. ವಯಸ್ಸಾದ ಕಲಾವಿದರ ಜೀವನ ಕಷ್ಟಕರವಾಗಿದೆ. ಸರ್ಕಾರ ಇತ್ತ ಗಮನ ಹರಿಸಬೇಕು ಎಂದು ಮನವಿ ಮಾಡಿದರು. ಕಾರ್ಯಕ್ರಮದಲ್ಲಿ ವಿಭಾಗದ ಮುಖ್ಯಸ್ಥರು, ಪ್ರಾಧ್ಯಾಪಕರು, ಸಂಶೋಧಕರು ಹಾಗೂ ವಿದ್ಯಾರ್ಥಿಗಳು ಭಾಗವಹಿಸಿದ್ದರು. ಡಾ.ರಾಜ್‌ಕುಮಾರ್ ಅವರಿಗೆ ನಮನ ಸಲ್ಲಿಸಲಾಯಿತು. xyxy=(1206,222,1487,311)
china-headline-1: ಚೀನಾ ಸೇನಾ xyxy=(1381,1728,1451,1748)
quote-mark-icon: “ xyxy=(963,231,1001,308)
chitra-body: ನವದೆಹಲಿ, ಮಾ.14– ಎನ್‌ಎಸ್‌ಇ ಕೋ ಲೊಕೇಷನ್ ಹಗರಣಕ್ಕೆ ಸಂಬಂಧಿಸಿದಂತೆ ರಾಷ್ಟ್ರೀಯ ಷೇರು ವಿನಿಮಯ ಕೇಂದ್ರದ ಮಾಜಿ ಸಿಇಒ ಚಿತ್ರಾ ರಾಮಕೃಷ್ಣ ಅವರಿಗೆ ದೆಹಲಿ ಕೋರ್ಟ್ 14 ದಿನ ನ್ಯಾಯಾಂಗ ಬಂಧನ ವಿಧಿಸಿದೆ. ಸಿಬಿಐ ಕಸ್ಟಡಿ ಅವಧಿ ಮುಕ್ತಾಯವಾದ ಹಿನ್ನೆಲೆಯಲ್ಲಿ ಅವರನ್ನು ಇಂದು ನ್ಯಾಯಾಲಯಕ್ಕೆ ಹಾಜರುಪಡಿಸಲಾಯಿತು. ಚಿತ್ರಾ ಅವರು ಮನೆ ಊಟ, ಆಧ್ಯಾತ್ಮಿಕ ಪುಸ್ತಕ ಹಾಗೂ ಔಷಧಿಗಾಗಿ ಮನವಿ ಸಲ್ಲಿಸಿದ್ದರು. ಆದರೆ ಮನೆ ಊಟಕ್ಕೆ ನ್ಯಾಯಾಲಯ ಅನುಮತಿ ನಿರಾಕರಿಸಿದೆ. ಜೈಲಿನ ಕೈಪಿಡಿಯ ಪ್ರಕಾರ ಸೌಲಭ್ಯಗಳನ್ನು ಒದಗಿಸುವಂತೆ ಸೂಚಿಸಿದೆ. ಹಿಮಾಲಯದ ಯೋಗಿಯ ಸಲಹೆ ಮೇರೆಗೆ ನಿರ್ಧಾರ ಕೈಗೊಂಡ ಆರೋಪ ಅವರ ಮೇಲಿದೆ. ಪ್ರಕರಣದ ವಿಚಾರಣೆ ಮುಂದುವರಿದಿದೆ. ನ್ಯಾಯಾಂಗ ಬಂಧನದ ಅವಧಿಯಲ್ಲಿ ಅಗತ್ಯ ವೈದ್ಯಕೀಯ ಸೌಲಭ್ಯ ನೀಡಲು ಸೂಚಿಸಲಾಗಿದೆ. ಪ್ರಕರಣದಲ್ಲಿ ಆನಂದ್ ಸುಬ್ರಮಣಿಯನ್ ಅವರನ್ನೂ ಬಂಧಿಸಲಾಗಿದೆ. xyxy=(1091,1201,1487,1366)
